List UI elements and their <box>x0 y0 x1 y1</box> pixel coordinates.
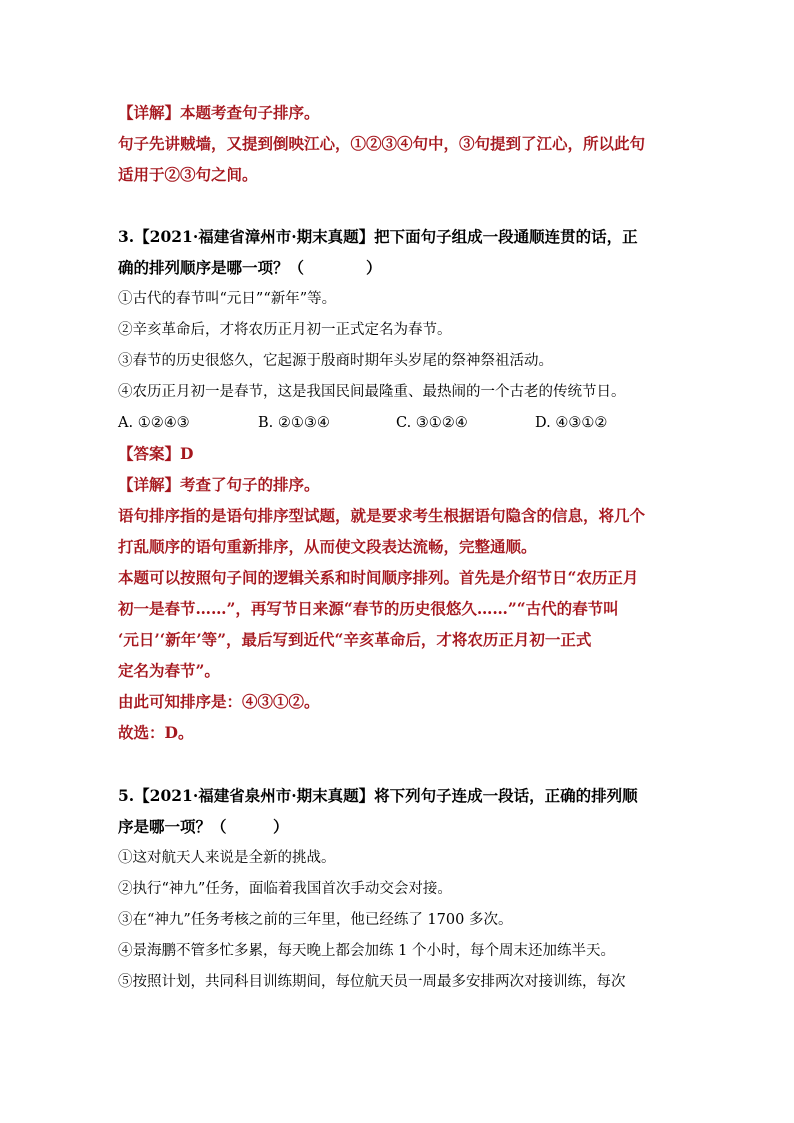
question-3-sentence: ①古代的春节叫“元日”“新年”等。 <box>118 291 337 307</box>
option-d: D. ④③①② <box>535 415 608 431</box>
question-5-sentence: ③在“神九”任务考核之前的三年里，他已经练了 1700 多次。 <box>118 912 513 928</box>
question-5-title: 序是哪一项？（ ） <box>118 817 289 836</box>
explanation-text-line: 打乱顺序的语句重新排序，从而使文段表达流畅，完整通顺。 <box>118 537 537 556</box>
question-5-sentence: ④景海鹏不管多忙多累，每天晚上都会加练 1 个小时，每个周末还加练半天。 <box>118 943 615 959</box>
question-5-sentence: ⑤按照计划，共同科目训练期间，每位航天员一周最多安排两次对接训练，每次 <box>118 974 626 990</box>
explanation-text-line: 由此可知排序是：④③①②。 <box>118 692 320 711</box>
explanation-text-line: 初一是春节……”，再写节日来源“春节的历史很悠久……”“古代的春节叫 <box>118 599 619 618</box>
option-b: B. ②①③④ <box>258 415 330 431</box>
explanation-text-line: 故选：D。 <box>118 723 194 742</box>
explanation-text-line: 定名为春节”。 <box>118 661 220 680</box>
question-3-sentence: ②辛亥革命后，才将农历正月初一正式定名为春节。 <box>118 322 452 338</box>
option-c: C. ③①②④ <box>396 415 468 431</box>
question-3-options <box>118 413 688 433</box>
explanation-text-line: 适用于②③句之间。 <box>118 165 258 184</box>
question-3-title: 确的排列顺序是哪一项？（ ） <box>118 258 382 277</box>
question-5-sentence: ②执行“神九”任务，面临着我国首次手动交会对接。 <box>118 881 452 897</box>
explanation-text-line: 本题可以按照句子间的逻辑关系和时间顺序排列。首先是介绍节日“农历正月 <box>118 568 639 587</box>
answer-label: 【答案】D <box>118 444 194 463</box>
question-5-sentence: ①这对航天人来说是全新的挑战。 <box>118 850 336 866</box>
explanation-heading: 【详解】考查了句子的排序。 <box>118 475 320 494</box>
question-3-sentence: ④农历正月初一是春节，这是我国民间最隆重、最热闹的一个古老的传统节日。 <box>118 384 626 400</box>
option-a: A. ①②④③ <box>118 415 190 431</box>
question-5-title: 5.【2021·福建省泉州市·期末真题】将下列句子连成一段话，正确的排列顺 <box>118 786 638 805</box>
explanation-heading: 【详解】本题考查句子排序。 <box>118 103 320 122</box>
explanation-text-line: ‘元日’‘新年’等”，最后写到近代“辛亥革命后，才将农历正月初一正式 <box>118 630 592 649</box>
question-3-sentence: ③春节的历史很悠久，它起源于殷商时期年头岁尾的祭神祭祖活动。 <box>118 353 553 369</box>
question-3-title: 3.【2021·福建省漳州市·期末真题】把下面句子组成一段通顺连贯的话，正 <box>118 227 638 246</box>
explanation-text-line: 句子先讲贼墙，又提到倒映江心，①②③④句中，③句提到了江心，所以此句 <box>118 134 646 153</box>
explanation-text-line: 语句排序指的是语句排序型试题，就是要求考生根据语句隐含的信息，将几个 <box>118 506 646 525</box>
